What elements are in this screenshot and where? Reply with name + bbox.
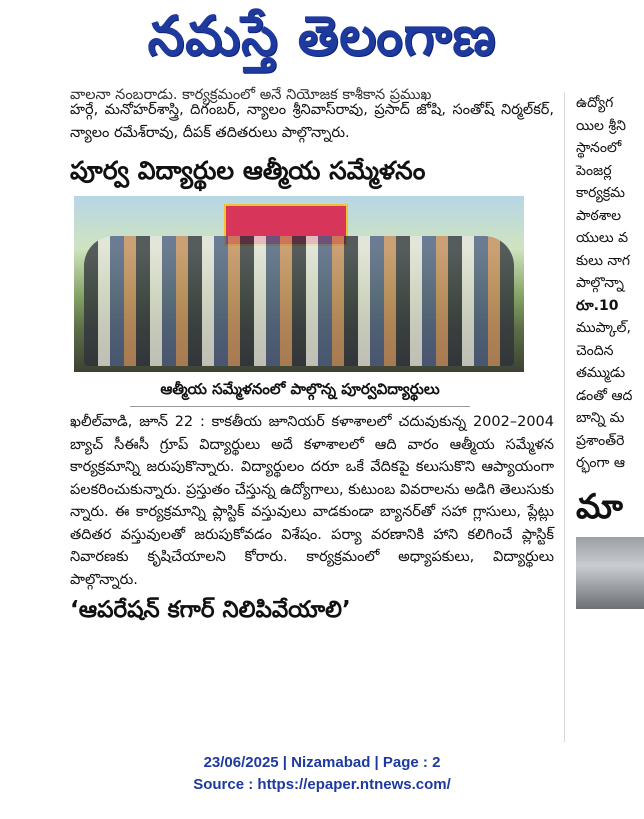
page-footer <box>0 752 644 796</box>
right-column-line: కార్యక్రమ <box>576 185 625 201</box>
photo-caption: ఆత్మీయ సమ్మేళనంలో పాల్గొన్న పూర్వవిద్యార్థులు <box>130 380 470 407</box>
right-column-line: బాన్ని మ <box>576 410 625 426</box>
next-article-headline: ‘ఆపరేషన్ కగార్ నిలిపివేయాలి’ <box>70 597 351 623</box>
right-column-line: యిల శ్రీని <box>576 117 626 134</box>
alumni-group-photo <box>74 196 524 372</box>
right-column-line: కులు నాగ <box>576 252 631 269</box>
previous-article-ending: హర్గే, మనోహర్‌శాస్త్రి, దిగంబర్, న్యాలం శ్రీనివాస్‌రావు, ప్రసాద్ జోషి, సంతోష్ నిర్మల్‌కర్, న్యాలం రమేశ్‌రావు, దీపక్ తదితరులు పాల్గొన్నారు. <box>70 102 554 141</box>
right-column-line: తమ్ముడు <box>576 365 626 381</box>
right-column-line: స్థానంలో <box>576 140 622 156</box>
right-column-line: చెందిన <box>576 342 614 359</box>
footer-source: Source : https://epaper.ntnews.com/ <box>193 776 451 793</box>
cut-off-text-line: వాలనా నంబరాడు. కార్యక్రమంలో అనే నియోజక కాశీకాన ప్రముఖ <box>70 87 432 103</box>
right-column-subhead: రూ.10 <box>576 297 619 314</box>
newspaper-title: నమస్తే తెలంగాణ <box>147 4 497 69</box>
right-column-line: ర్భంగా ఆ <box>576 455 626 471</box>
right-column-line: పాల్గొన్నా <box>576 275 624 291</box>
right-column-line: ప్రశాంత్‌రె <box>576 432 625 449</box>
right-column-line: ముప్కాల్, <box>576 320 631 336</box>
right-column-line: పాఠశాల <box>576 207 622 224</box>
right-column-photo <box>576 537 644 609</box>
left-column <box>70 87 554 742</box>
right-column-line: డంతో ఆద <box>576 387 633 404</box>
article-headline: పూర్వ విద్యార్థుల ఆత్మీయ సమ్మేళనం <box>70 156 426 185</box>
column-divider <box>564 92 565 742</box>
footer-date-edition: 23/06/2025 | Nizamabad | Page : 2 <box>203 754 441 771</box>
right-column-line: యులు వ <box>576 230 629 246</box>
right-column <box>576 92 644 742</box>
right-column-line: ఉద్యోగ <box>576 95 614 111</box>
right-column-big-headline: మా <box>576 486 623 527</box>
masthead <box>0 0 644 86</box>
right-column-line: పెంజర్ల <box>576 162 612 179</box>
photo-group-people <box>84 236 514 366</box>
article-body: ఖలీల్‌వాడి, జూన్ 22 : కాకతీయ జూనియర్ కళాశాలలో చదువుకున్న 2002–2004 బ్యాచ్ సీఈసీ గ్రూప్ విద్యార్థులు అదే కళాశాలలో ఆది వారం ఆత్మీయ సమ్మేళన కార్యక్రమాన్ని జరుపుకొన్నారు. విద్యార్థులం దరూ ఒకే వేదికపై కలుసుకొని ఆప్యాయంగా పలకరించుకున్నారు. ప్రస్తుతం చేస్తున్న ఉద్యోగాలు, కుటుంబ వివరాలను అడిగి తెలుసుకు న్నారు. ఈ కార్యక్రమాన్ని ప్లాస్టిక్ వస్తువులు వాడకుండా బ్యానర్‌తో సహా గ్లాసులు, ప్లేట్లు తదితర వస్తువులతో జరుపుకోవడం విశేషం. పర్యా వరణానికి హాని కలిగించే ప్లాస్టిక్ నివారణకు కృషిచేయాలని కోరారు. కార్యక్రమంలో అధ్యాపకులు, విద్యార్థులు పాల్గొన్నారు. <box>70 414 554 588</box>
